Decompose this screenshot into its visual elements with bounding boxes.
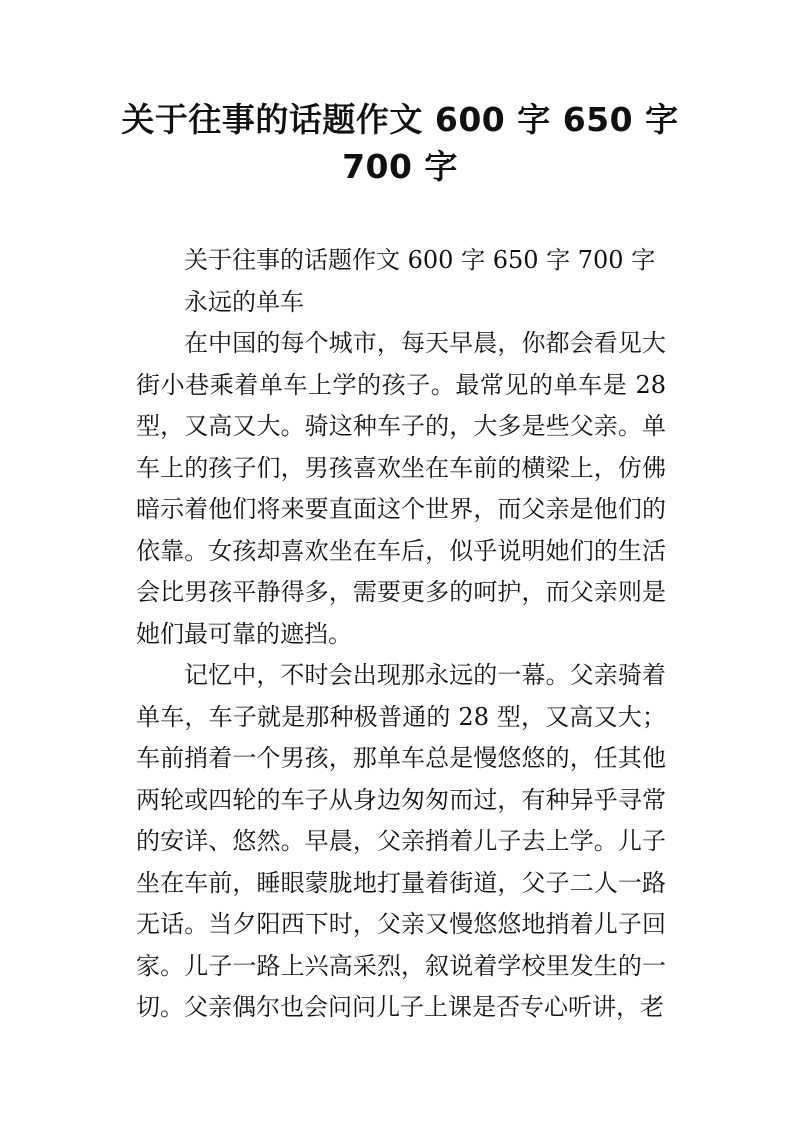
document-body: [136, 240, 666, 1029]
paragraph: 记忆中，不时会出现那永远的一幕。父亲骑着单车，车子就是那种极普通的 28 型，又高又大；车前捎着一个男孩，那单车总是慢悠悠的，任其他两轮或四轮的车子从身边匆匆而过，有种异乎寻常的安详、悠然。早晨，父亲捎着儿子去上学。儿子坐在车前，睡眼蒙胧地打量着街道，父子二人一路无话。当夕阳西下时，父亲又慢悠悠地捎着儿子回家。儿子一路上兴高采烈，叙说着学校里发生的一切。父亲偶尔也会问问儿子上课是否专心听讲，老: [136, 661, 666, 1021]
title-line-1: 关于往事的话题作文 600 字 650 字: [121, 100, 679, 139]
essay-title: 永远的单车: [184, 287, 304, 316]
paragraph: 在中国的每个城市，每天早晨，你都会看见大街小巷乘着单车上学的孩子。最常见的单车是 28 型，又高又大。骑这种车子的，大多是些父亲。单车上的孩子们，男孩喜欢坐在车前的横梁上，仿佛暗示着他们将来要直面这个世界，而父亲是他们的依靠。女孩却喜欢坐在车后，似乎说明她们的生活会比男孩平静得多，需要更多的呵护，而父亲则是她们最可靠的遮挡。: [136, 329, 666, 648]
title-line-2: 700 字: [342, 147, 458, 186]
essay-heading: 关于往事的话题作文 600 字 650 字 700 字: [184, 246, 656, 274]
document-title: [100, 96, 700, 190]
